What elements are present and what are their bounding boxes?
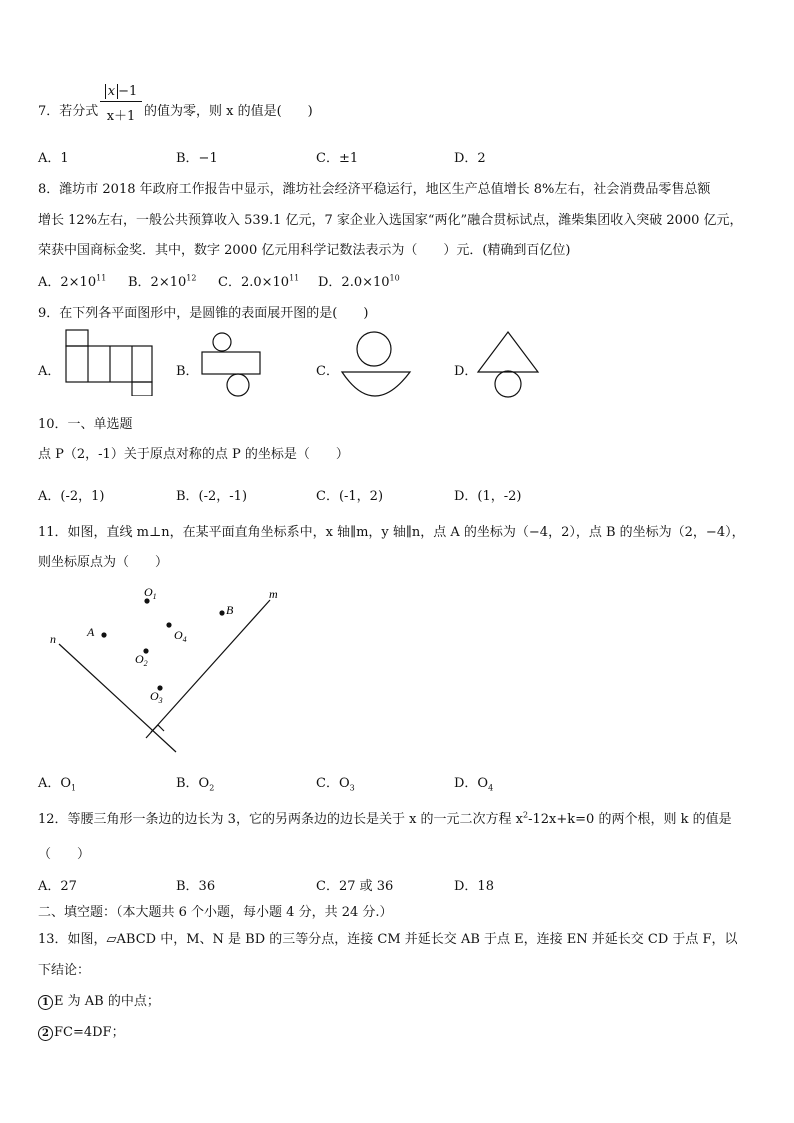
q9-option-d[interactable]: D． xyxy=(454,364,478,379)
q9-stem: 9．在下列各平面图形中，是圆锥的表面展开图的是( ) xyxy=(38,306,369,321)
q10-option-a[interactable]: A．(-2，1) xyxy=(38,489,105,504)
q11-option-a[interactable]: A．$O_1$ xyxy=(38,776,77,793)
q11-o3-label: $O_3$ xyxy=(150,689,163,705)
q7-suffix: 的值为零，则 x 的值是( ) xyxy=(144,104,313,119)
q9-figure-b-cylinder-net xyxy=(200,332,266,400)
q13-line-1: 13．如图，▱ABCD 中，M、N 是 BD 的三等分点，连接 CM 并延长交 AB 于点 E，连接 EN 并延长交 CD 于点 F，以 xyxy=(38,932,738,947)
q7-option-c[interactable]: C．±1 xyxy=(316,151,359,166)
q8-line-3: 荣获中国商标金奖．其中，数字 2000 亿元用科学记数法表示为（ ）元．(精确到百亿位) xyxy=(38,243,571,258)
q10-option-b[interactable]: B．(-2，-1) xyxy=(176,489,248,504)
q8-option-b[interactable]: B．$2\times 10^{12}$ xyxy=(128,273,197,290)
q10-stem: 点 P（2，-1）关于原点对称的点 P 的坐标是（ ） xyxy=(38,447,349,462)
q12-line-2: （ ） xyxy=(38,847,91,862)
q11-option-d[interactable]: D．$O_4$ xyxy=(454,776,494,793)
q11-line-2: 则坐标原点为（ ） xyxy=(38,555,169,570)
q11-point-b-label: B xyxy=(226,603,234,617)
q8-line-1: 8．潍坊市 2018 年政府工作报告中显示，潍坊社会经济平稳运行，地区生产总值增长 8%左右，社会消费品零售总额 xyxy=(38,182,711,197)
q12-option-b[interactable]: B．36 xyxy=(176,879,216,894)
q9-option-c[interactable]: C． xyxy=(316,364,339,379)
q11-option-c[interactable]: C．$O_3$ xyxy=(316,776,355,793)
q12-option-d[interactable]: D．18 xyxy=(454,879,494,894)
q11-line-m-label: m xyxy=(269,587,278,601)
q7-denominator: x＋1 xyxy=(106,109,136,124)
q7-option-b[interactable]: B．−1 xyxy=(176,151,218,166)
q11-option-b[interactable]: B．$O_2$ xyxy=(176,776,215,793)
section-2-title: 二、填空题：（本大题共 6 个小题，每小题 4 分，共 24 分.） xyxy=(38,905,393,920)
q13-conclusion-2: 2 FC=4DF； xyxy=(38,1021,125,1041)
circled-number-1-icon: 1 xyxy=(38,995,53,1010)
q8-option-d[interactable]: D．$2.0\times 10^{10}$ xyxy=(318,273,400,290)
q12-option-c[interactable]: C．27 或 36 xyxy=(316,879,394,894)
q7-abs-x: x xyxy=(105,84,118,99)
q8-line-2: 增长 12%左右，一般公共预算收入 539.1 亿元，7 家企业入选国家“两化”融合贯标试点，潍柴集团收入突破 2000 亿元， xyxy=(38,213,743,228)
circled-number-2-icon: 2 xyxy=(38,1026,53,1041)
q10-option-c[interactable]: C．(-1，2) xyxy=(316,489,384,504)
q9-option-b[interactable]: B． xyxy=(176,364,199,379)
q7-num-rest: −1 xyxy=(118,84,138,99)
q13-line-2: 下结论： xyxy=(38,963,91,978)
q13-conclusion-1: 1 E 为 AB 的中点； xyxy=(38,990,160,1010)
q11-coordinate-figure xyxy=(40,580,300,760)
q9-option-a[interactable]: A． xyxy=(38,364,61,379)
q11-o1-label: $O_1$ xyxy=(144,585,157,601)
q10-header: 10．一、单选题 xyxy=(38,417,133,432)
q11-o2-label: $O_2$ xyxy=(135,652,148,668)
q12-line-1: 12．等腰三角形一条边的边长为 3，它的另两条边的边长是关于 x 的一元二次方程 $x^2-12x+k=0$ 的两个根，则 k 的值是 xyxy=(38,810,732,827)
q12-option-a[interactable]: A．27 xyxy=(38,879,77,894)
q11-point-a-label: A xyxy=(87,625,95,639)
q8-option-a[interactable]: A．$2\times 10^{11}$ xyxy=(38,273,107,290)
q7-prefix: 7．若分式 xyxy=(38,104,99,119)
q10-option-d[interactable]: D．(1，-2) xyxy=(454,489,522,504)
q9-figure-d-triangle-circle xyxy=(476,330,542,400)
q7-option-d[interactable]: D．2 xyxy=(454,151,486,166)
q9-figure-a-prism-net xyxy=(62,328,162,396)
q11-line-1: 11．如图，直线 m⊥n，在某平面直角坐标系中，x 轴∥m，y 轴∥n，点 A 的坐标为（−4，2），点 B 的坐标为（2，−4）， xyxy=(38,525,745,540)
q7-option-a[interactable]: A．1 xyxy=(38,151,69,166)
q11-line-n-label: n xyxy=(50,632,56,646)
q11-o4-label: $O_4$ xyxy=(174,628,187,644)
q8-option-c[interactable]: C．$2.0\times 10^{11}$ xyxy=(218,273,300,290)
q7-fraction xyxy=(100,84,142,124)
q9-figure-c-cone-net xyxy=(338,330,418,402)
